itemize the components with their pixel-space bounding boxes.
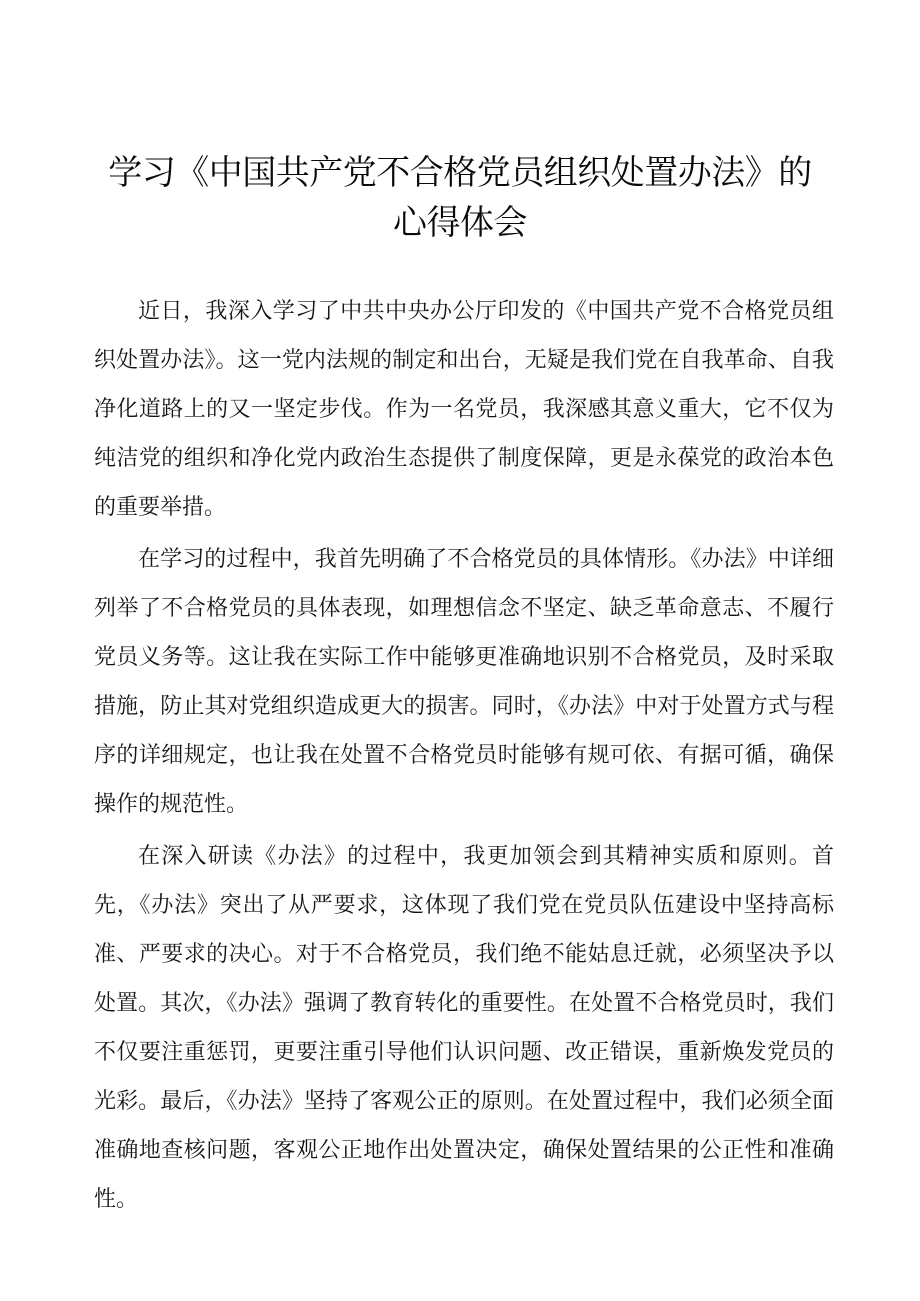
title-line-1: 学习《中国共产党不合格党员组织处置办法》的 <box>108 153 812 193</box>
title-line-2: 心得体会 <box>393 203 527 243</box>
paragraph-2: 在学习的过程中，我首先明确了不合格党员的具体情形。《办法》中详细列举了不合格党员的具体表现，如理想信念不坚定、缺乏革命意志、不履行党员义务等。这让我在实际工作中能够更准确地识别不合格党员，及时采取措施，防止其对党组织造成更大的损害。同时，《办法》中对于处置方式与程序的详细规定，也让我在处置不合格党员时能够有规可依、有据可循，确保操作的规范性。 <box>94 547 834 817</box>
document-body <box>94 287 834 1227</box>
document-title <box>80 148 840 248</box>
paragraph-3: 在深入研读《办法》的过程中，我更加领会到其精神实质和原则。首先，《办法》突出了从严要求，这体现了我们党在党员队伍建设中坚持高标准、严要求的决心。对于不合格党员，我们绝不能姑息迁就，必须坚决予以处置。其次，《办法》强调了教育转化的重要性。在处置不合格党员时，我们不仅要注重惩罚，更要注重引导他们认识问题、改正错误，重新焕发党员的光彩。最后，《办法》坚持了客观公正的原则。在处置过程中，我们必须全面准确地查核问题，客观公正地作出处置决定，确保处置结果的公正性和准确性。 <box>94 844 834 1212</box>
paragraph-1: 近日，我深入学习了中共中央办公厅印发的《中国共产党不合格党员组织处置办法》。这一党内法规的制定和出台，无疑是我们党在自我革命、自我净化道路上的又一坚定步伐。作为一名党员，我深感其意义重大，它不仅为纯洁党的组织和净化党内政治生态提供了制度保障，更是永葆党的政治本色的重要举措。 <box>94 299 834 520</box>
